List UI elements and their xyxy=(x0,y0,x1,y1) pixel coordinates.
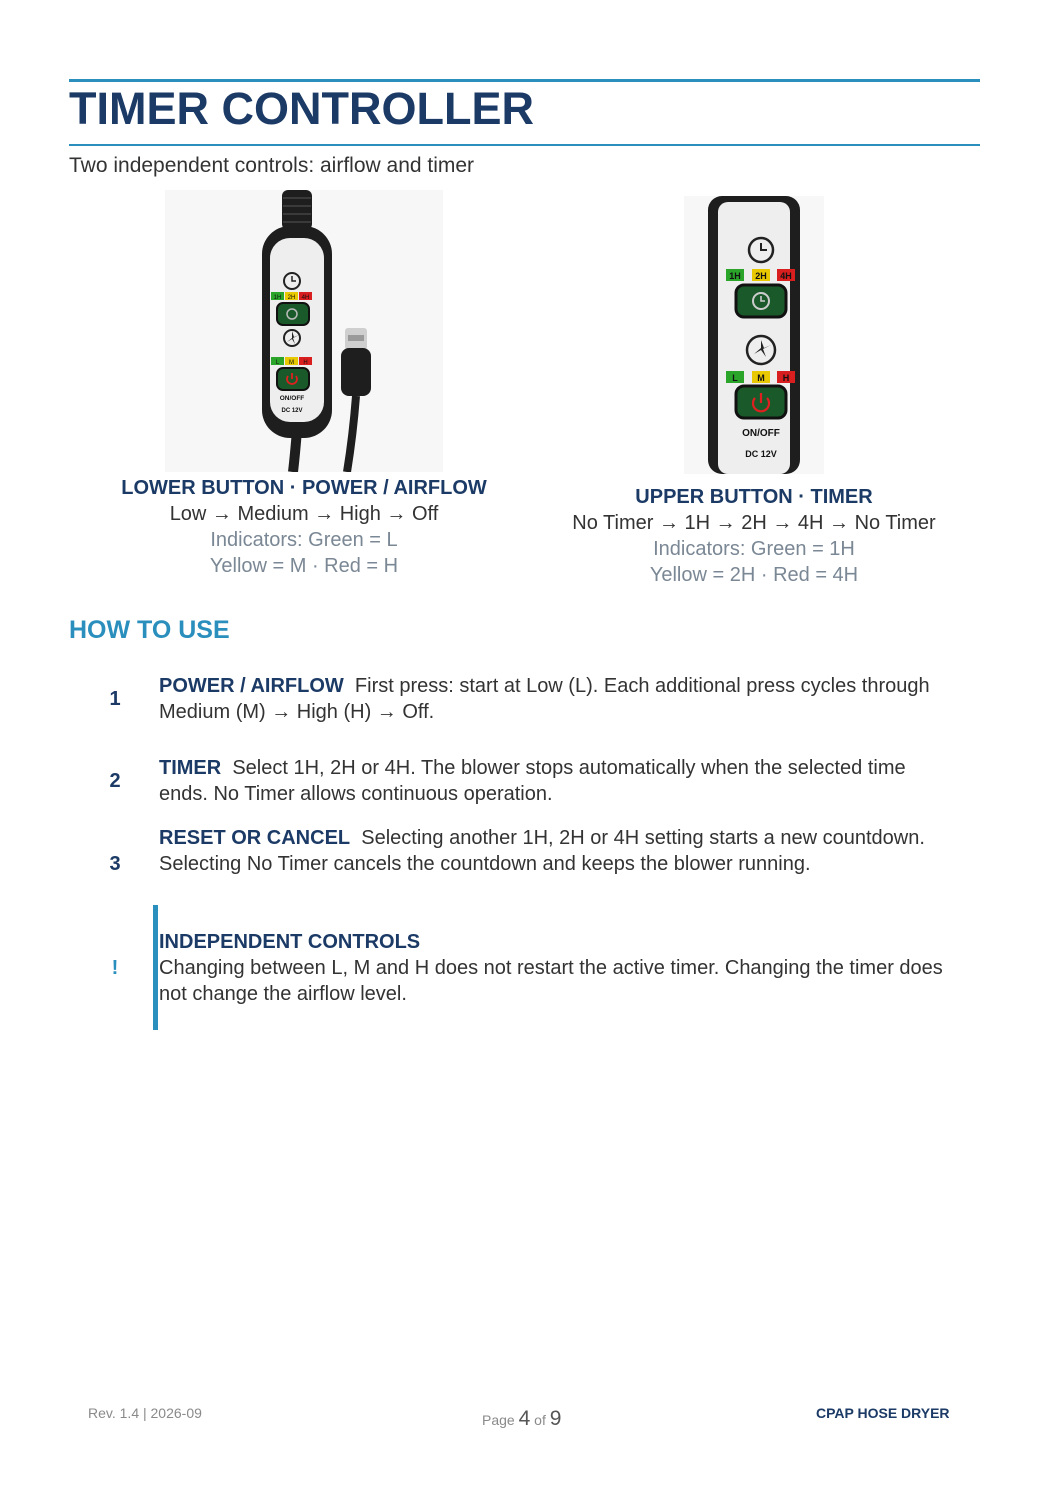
step-number: 2 xyxy=(109,770,121,792)
lower-led-1h: 1H xyxy=(273,295,282,301)
page-current: 4 xyxy=(518,1407,531,1430)
step-title: POWER / AIRFLOW xyxy=(159,675,344,697)
lower-caption-sequence: Low → Medium → High → Off xyxy=(169,503,439,525)
note-body: Changing between L, M and H does not restart the active timer. Changing the timer does not change the airflow level. xyxy=(159,957,943,1005)
lower-led-2h: 2H xyxy=(287,295,296,301)
lower-led-l: L xyxy=(275,360,280,366)
upper-caption-colors: Yellow = 2H · Red = 4H xyxy=(649,564,859,586)
footer-product: CPAP HOSE DRYER xyxy=(816,1405,950,1421)
step-title: TIMER xyxy=(159,757,222,779)
lower-led-4h: 4H xyxy=(301,295,310,301)
step-number: 3 xyxy=(109,853,121,875)
upper-onoff-label: ON/OFF xyxy=(742,428,780,439)
upper-led-2h: 2H xyxy=(755,271,767,281)
step-text xyxy=(159,673,959,725)
note-accent-bar xyxy=(153,905,158,1030)
page-subtitle: Two independent controls: airflow and timer xyxy=(69,154,475,177)
page-label: Page xyxy=(482,1412,515,1428)
upper-led-1h: 1H xyxy=(729,271,741,281)
lower-led-m: M xyxy=(289,360,294,366)
page-of: of xyxy=(534,1412,546,1428)
title-underline xyxy=(69,144,980,146)
upper-led-h: H xyxy=(782,373,790,383)
page-total: 9 xyxy=(549,1407,562,1430)
step-body: Select 1H, 2H or 4H. The blower stops automatically when the selected time ends. No Timer allows continuous operation. xyxy=(159,757,906,805)
top-rule xyxy=(69,79,980,82)
upper-led-4h: 4H xyxy=(780,271,792,281)
upper-led-m: M xyxy=(757,373,765,383)
page-title: TIMER CONTROLLER xyxy=(69,83,534,134)
upper-caption-sequence: No Timer → 1H → 2H → 4H → No Timer xyxy=(572,512,936,534)
lower-caption xyxy=(69,475,539,579)
lower-dc-label: DC 12V xyxy=(281,408,303,414)
upper-controller-photo xyxy=(684,196,824,474)
step-text xyxy=(159,755,959,807)
lower-caption-colors: Yellow = M · Red = H xyxy=(209,555,399,577)
lower-caption-heading: LOWER BUTTON · POWER / AIRFLOW xyxy=(121,477,487,499)
upper-caption xyxy=(534,484,974,588)
footer-revision: Rev. 1.4 | 2026-09 xyxy=(88,1405,202,1421)
step-body: Selecting another 1H, 2H or 4H setting starts a new countdown. Selecting No Timer cancels the countdown and keeps the blower running. xyxy=(159,827,925,875)
step-number: 1 xyxy=(109,688,121,710)
lower-caption-indicators: Indicators: Green = L xyxy=(210,529,398,551)
step-title: RESET OR CANCEL xyxy=(159,827,351,849)
lower-onoff-label: ON/OFF xyxy=(279,395,305,402)
step-text xyxy=(159,825,959,877)
note-title: INDEPENDENT CONTROLS xyxy=(159,931,421,953)
upper-dc-label: DC 12V xyxy=(745,449,777,459)
upper-caption-indicators: Indicators: Green = 1H xyxy=(653,538,855,560)
how-to-use-heading: HOW TO USE xyxy=(69,616,230,644)
lower-controller-photo xyxy=(165,190,443,472)
upper-caption-heading: UPPER BUTTON · TIMER xyxy=(635,486,873,508)
note-mark: ! xyxy=(111,957,119,979)
upper-led-l: L xyxy=(732,373,738,383)
note-text xyxy=(159,929,959,1007)
footer-page-number xyxy=(482,1407,561,1431)
step-body: First press: start at Low (L). Each additional press cycles through Medium (M) → High (H) → Off. xyxy=(159,675,930,723)
lower-led-h: H xyxy=(303,360,308,366)
